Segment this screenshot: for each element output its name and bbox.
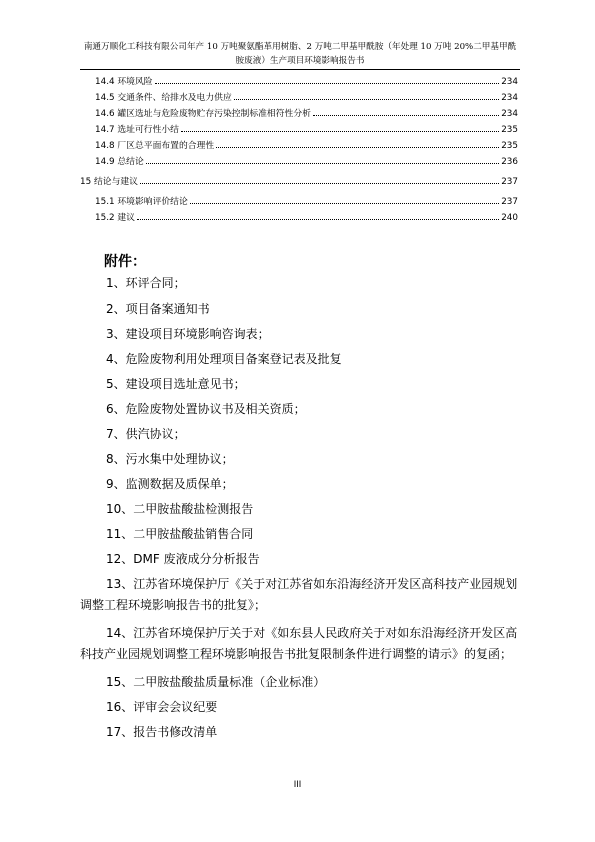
toc-entry-label: 14.8 厂区总平面布置的合理性 [95,141,215,151]
attachment-item: 17、报告书修改清单 [106,725,218,739]
page-header: 南通万顺化工科技有限公司年产 10 万吨聚氨酯革用树脂、2 万吨二甲基甲酰胺（年处理 10 万吨 20%二甲基甲酰 胺废液）生产项目环境影响报告书 [83,42,517,66]
toc-entry[interactable] [95,76,518,88]
toc-entry-page: 236 [501,157,518,167]
toc-leader-dots [140,183,499,184]
toc-entry-label: 15.2 建议 [95,213,135,223]
toc-entry-label: 14.9 总结论 [95,157,144,167]
toc-leader-dots [146,163,499,164]
toc-entry-label: 15.1 环境影响评价结论 [95,197,188,207]
toc-entry[interactable] [95,92,518,104]
attachment-item: 13、江苏省环境保护厅《关于对江苏省如东沿海经济开发区高科技产业园规划调整工程环境影响报告书的批复》； [80,577,518,612]
toc-entry-label: 14.7 选址可行性小结 [95,125,179,135]
toc-entry[interactable] [95,156,518,168]
attachment-item: 5、建设项目选址意见书； [106,377,246,391]
toc-entry-page: 234 [501,109,518,119]
toc-leader-dots [234,99,499,100]
toc-entry-label: 14.4 环境风险 [95,77,153,87]
toc-entry[interactable] [95,140,518,152]
toc-entry-label: 15 结论与建议 [80,177,138,187]
toc-leader-dots [216,147,499,148]
toc-entry[interactable] [95,124,518,136]
toc-entry[interactable] [95,108,518,120]
toc-entry-page: 235 [501,141,518,151]
toc-entry-page: 235 [501,125,518,135]
header-divider [80,69,520,70]
toc-leader-dots [190,203,499,204]
toc-entry-page: 234 [501,93,518,103]
attachment-item: 8、污水集中处理协议； [106,452,234,466]
attachment-item: 2、项目备案通知书 [106,302,210,316]
toc-entry-label: 14.5 交通条件、给排水及电力供应 [95,93,232,103]
attachment-item: 11、二甲胺盐酸盐销售合同 [106,527,254,541]
attachments-heading: 附件： [104,254,146,270]
toc-leader-dots [313,115,499,116]
attachment-item: 15、二甲胺盐酸盐质量标准（企业标准） [106,675,326,689]
toc-leader-dots [155,83,500,84]
toc-leader-dots [181,131,499,132]
attachment-item: 3、建设项目环境影响咨询表； [106,327,270,341]
attachment-item: 16、评审会会议纪要 [106,700,218,714]
toc-entry-label: 14.6 罐区选址与危险废物贮存污染控制标准相符性分析 [95,109,311,119]
attachment-item: 12、DMF 废液成分分析报告 [106,552,260,566]
attachment-item: 6、危险废物处置协议书及相关资质； [106,402,306,416]
toc-entry-page: 237 [501,177,518,187]
attachment-item: 14、江苏省环境保护厅关于对《如东县人民政府关于对如东沿海经济开发区高科技产业园规划调整工程环境影响报告书批复限制条件进行调整的请示》的复函； [80,626,518,661]
toc-entry-page: 237 [501,197,518,207]
toc-entry-page: 240 [501,213,518,223]
attachment-item: 7、供汽协议； [106,427,186,441]
page-number: III [293,780,302,790]
toc-entry-page: 234 [501,77,518,87]
attachment-item: 10、二甲胺盐酸盐检测报告 [106,502,254,516]
toc-chapter-entry[interactable] [80,176,518,188]
toc-entry[interactable] [95,212,518,224]
toc-entry[interactable] [95,196,518,208]
attachment-item: 1、环评合同； [106,276,186,290]
attachment-item: 9、监测数据及质保单； [106,477,234,491]
attachment-item: 4、危险废物利用处理项目备案登记表及批复 [106,352,342,366]
toc-leader-dots [137,219,499,220]
